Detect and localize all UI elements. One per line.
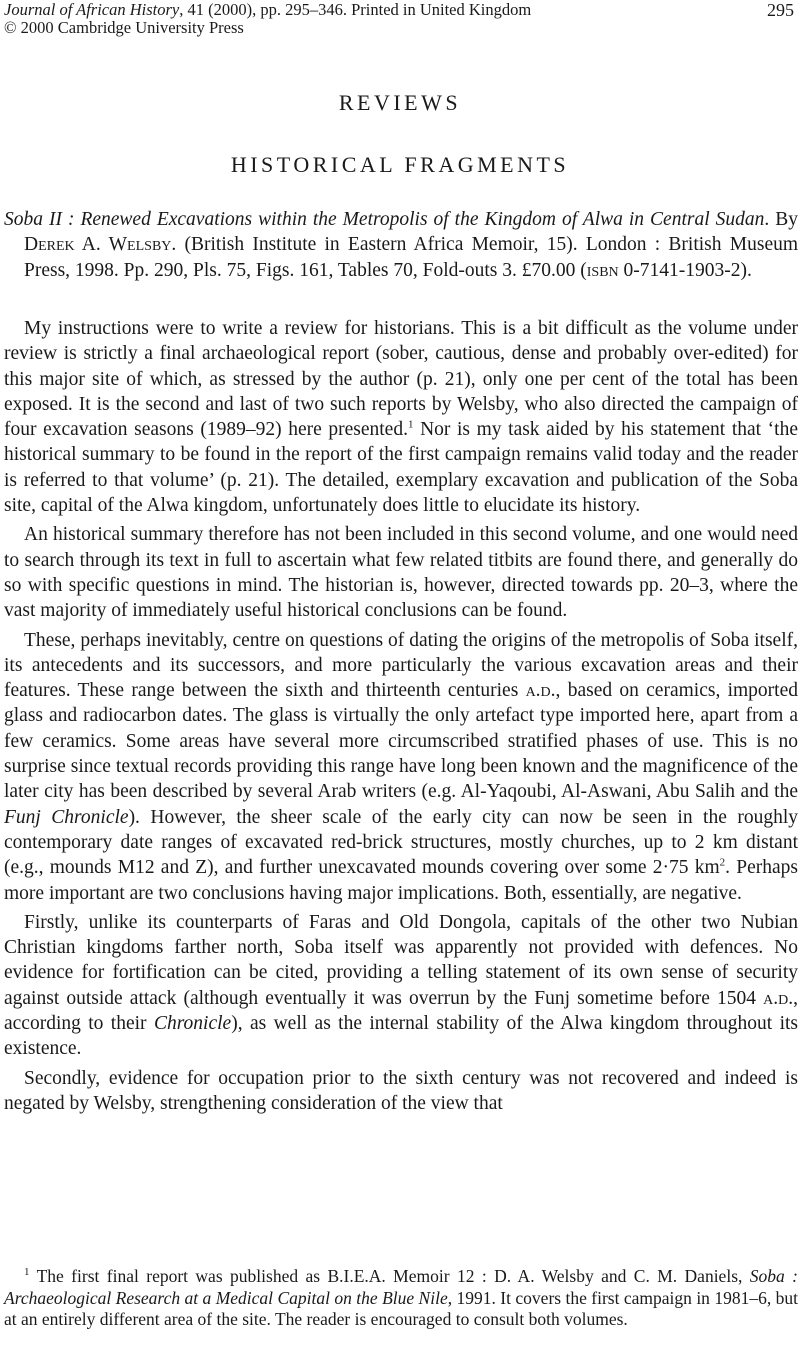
book-author: Derek A. Welsby (24, 234, 172, 256)
page-number: 295 (767, 0, 794, 20)
paragraph: An historical summary therefore has not been included in this second volume, and one would need to search through its text in full to ascertain what few related titbits are found there, and generally do so with specific questions in mind. The historian is, however, directed towards pp. 20–3, where the vast majority of immediately useful historical conclusions can be found. (4, 524, 798, 622)
book-title: Soba II : Renewed Excavations within the Metropolis of the Kingdom of Alwa in Central Sudan (4, 209, 765, 230)
footnote-title: Soba : Archaeological Research at a Medical Capital on the Blue Nile (4, 1266, 799, 1308)
paragraph: Firstly, unlike its counterparts of Faras and Old Dongola, capitals of the other two Nubian Christian kingdoms farther north, Soba itself was apparently not provided with defences. No evidence for fortification can be cited, providing a telling statement of its own sense of security against outside attack (although eventually it was overrun by the Funj sometime before 1504 a.d., according to their Chronicle), as well as the internal stability of the Alwa kingdom throughout its existence. (4, 911, 799, 1060)
journal-details: , 41 (2000), pp. 295–346. Printed in United Kingdom (179, 0, 532, 19)
review-body (4, 316, 798, 1116)
footnote-marker: 1 (24, 1266, 30, 1279)
paragraph: Secondly, evidence for occupation prior to the sixth century was not recovered and indeed is negated by Welsby, strengthening consideration of the view that (4, 1067, 798, 1114)
subsection-heading: HISTORICAL FRAGMENTS (230, 152, 570, 177)
journal-title: Journal of African History (4, 0, 180, 19)
section-heading: REVIEWS (338, 90, 462, 115)
paragraph: These, perhaps inevitably, centre on questions of dating the origins of the metropolis of Soba itself, its antecedents and its successors, and more particularly the various excavation areas and their features. These range between the sixth and thirteenth centuries a.d., based on ceramics, imported glass and radiocarbon dates. The glass is virtually the only artefact type imported here, apart from a few ceramics. Some areas have several more circumscribed stratified phases of use. This is no surprise since textual records providing this range have long been known and the magnificence of the later city has been described by several Arab writers (e.g. Al-Yaqoubi, Al-Aswani, Abu Salih and the Funj Chronicle). However, the sheer scale of the early city can now be seen in the roughly contemporary date ranges of excavated red-brick structures, mostly churches, up to 2 km distant (e.g., mounds M12 and Z), and further unexcavated mounds covering over some 2·75 $km^2$. Perhaps more important are two conclusions having major implications. Both, essentially, are negative. (4, 629, 798, 904)
footnote-ref: 1 (407, 418, 414, 431)
book-citation: Soba II : Renewed Excavations within the Metropolis of the Kingdom of Alwa in Central Sudan. By Derek A. Welsby. (British Institute in Eastern Africa Memoir, 15). London : British Museum Press, 1998. Pp. 290, Pls. 75, Figs. 161, Tables 70, Fold-outs 3. £70.00 (isbn 0-7141-1903-2). (4, 209, 799, 281)
book-details: . (British Institute in Eastern Africa Memoir, 15). London : British Museum Press, 1998. Pp. 290, Pls. 75, Figs. 161, Tables 70, Fold-outs 3. £70.00 ( (24, 234, 799, 281)
paragraph: My instructions were to write a review for historians. This is a bit difficult as the volume under review is strictly a final archaeological report (sober, cautious, dense and probably over-edited) for this major site of which, as stressed by the author (p. 21), only one per cent of the total has been exposed. It is the second and last of two such reports by Welsby, who also directed the campaign of four excavation seasons (1989–92) here presented.$^1$ Nor is my task aided by his statement that ‘the historical summary to be found in the report of the first campaign remains valid today and the reader is referred to that volume’ (p. 21). The detailed, exemplary excavation and publication of the Soba site, capital of the Alwa kingdom, unfortunately does little to elucidate its history. (4, 318, 798, 517)
footnote: $^1$ The first final report was published as B.I.E.A. Memoir 12 : D. A. Welsby and C. M. Daniels, Soba : Archaeological Research at a Medical Capital on the Blue Nile, 1991. It covers the first campaign in 1981–6, but at an entirely different area of the site. The reader is encouraged to consult both volumes. (4, 1266, 799, 1329)
copyright-line: © 2000 Cambridge University Press (4, 18, 244, 37)
running-header (4, 0, 531, 20)
